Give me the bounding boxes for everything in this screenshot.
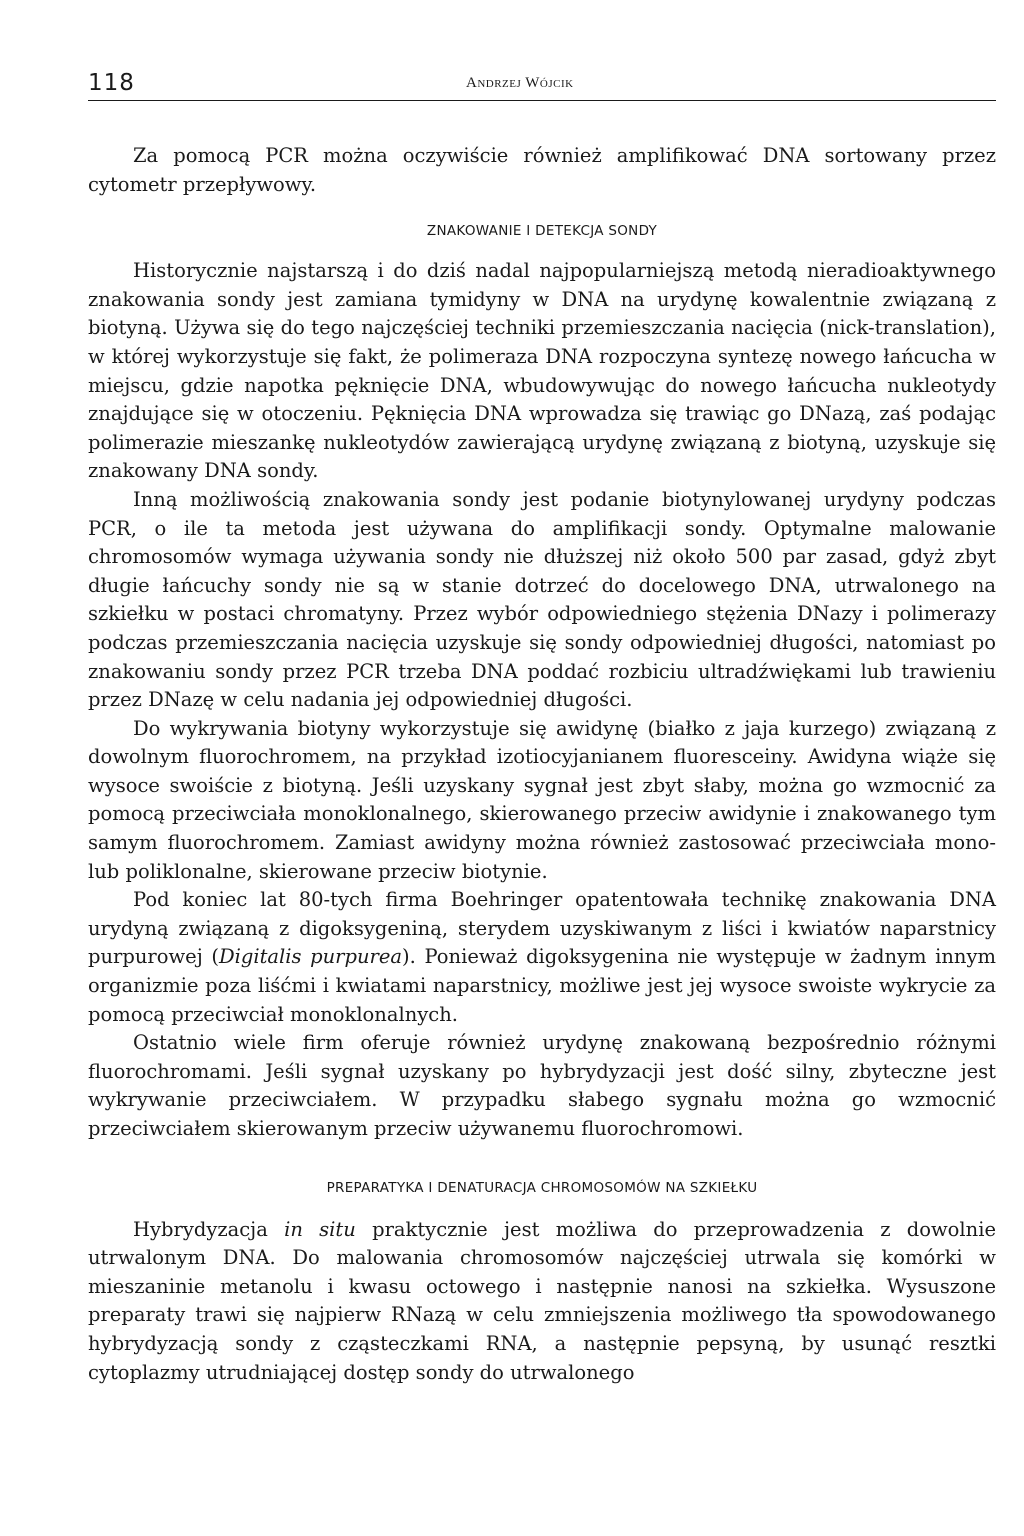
body-text [88, 142, 996, 1387]
book-page [88, 66, 997, 1384]
running-header-author: Andrzej Wójcik [466, 75, 574, 91]
latin-term-in-situ: in situ [284, 1217, 356, 1241]
section-heading-preparation: PREPARATYKA I DENATURACJA CHROMOSOMÓW NA SZKIEŁKU [326, 1179, 758, 1196]
paragraph-digoxygenin [88, 886, 996, 1029]
paragraph-in-situ-text-2: praktycznie jest możliwa do przeprowadzenia z dowolnie utrwalonym DNA. Do malowania chromosomów najczęściej utrwala się komórki w mieszaninie metanolu i kwasu octowego i następnie nanosi na szkiełka. Wysuszone preparaty trawi się najpierw RNazą w celu zmniejszenia możliwego tła spowodowanego hybrydyzacją sondy z cząsteczkami RNA, a następnie pepsyną, by usunąć resztki cytoplazmy utrudniającej dostęp sondy do utrwalonego [88, 1217, 996, 1384]
paragraph-digoxygenin-text-2: ). Ponieważ digoksygenina nie występuje w żadnym innym organizmie poza liśćmi i kwiatami naparstnicy, możliwe jest jej wysoce swoiste wykrycie za pomocą przeciwciał monoklonalnych. [88, 945, 997, 1026]
paragraph-pcr-labeling: Inną możliwością znakowania sondy jest podanie biotynylowanej urydyny podczas PCR, o ile ta metoda jest używana do amplifikacji sondy. Optymalne malowanie chromosomów wymaga używania sondy nie dłuższej niż około 500 par zasad, gdyż zbyt długie łańcuchy sondy nie są w stanie dotrzeć do docelowego DNA, utrwalonego na szkiełku w postaci chromatyny. Przez wybór odpowiedniego stężenia DNazy i polimerazy podczas przemieszczania nacięcia uzyskuje się sondy odpowiedniej długości, natomiast po znakowaniu sondy przez PCR trzeba DNA poddać rozbiciu ultradźwiękami lub trawieniu przez DNazę w celu nadania jej odpowiedniej długości. [88, 487, 996, 712]
paragraph-in-situ [88, 1216, 996, 1388]
paragraph-in-situ-text-1: Hybrydyzacja [133, 1217, 285, 1241]
paragraph-biotin-detection: Do wykrywania biotyny wykorzystuje się awidynę (białko z jaja kurzego) związaną z dowolnym fluorochromem, na przykład izotiocyjanianem fluoresceiny. Awidyna wiąże się wysoce swoiście z biotyną. Jeśli uzyskany sygnał jest zbyt słaby, można go wzmocnić za pomocą przeciwciała monoklonalnego, skierowanego przeciw awidynie i znakowanego tym samym fluorochromem. Zamiast awidyny można również zastosować przeciwciała mono- lub poliklonalne, skierowane przeciw biotynie. [88, 716, 996, 883]
paragraph-biotin-labeling: Historycznie najstarszą i do dziś nadal najpopularniejszą metodą nieradioaktywnego znakowania sondy jest zamiana tymidyny w DNA na urydynę kowalentnie związaną z biotyną. Używa się do tego najczęściej techniki przemieszczania nacięcia (nick-translation), w której wykorzystuje się fakt, że polimeraza DNA rozpoczyna syntezę nowego łańcucha w miejscu, gdzie napotka pęknięcie DNA, wbudowywując do nowego łańcucha nukleotydy znajdujące się w otoczeniu. Pęknięcia DNA wprowadza się trawiąc go DNazą, zaś podając polimerazie mieszankę nukleotydów zawierającą urydynę związaną z biotyną, uzyskuje się znakowany DNA sondy. [88, 259, 996, 483]
paragraph-direct-fluorochromes: Ostatnio wiele firm oferuje również urydynę znakowaną bezpośrednio różnymi fluorochromami. Jeśli sygnał uzyskany po hybrydyzacji jest dość silny, zbyteczne jest wykrywanie przeciwciałem. W przypadku słabego sygnału można go wzmocnić przeciwciałem skierowanym przeciw używanemu fluorochromowi. [88, 1031, 996, 1140]
latin-name-digitalis: Digitalis purpurea [218, 945, 403, 969]
running-header [88, 66, 996, 101]
section-heading-labeling: ZNAKOWANIE I DETEKCJA SONDY [426, 223, 658, 240]
page-number: 118 [88, 70, 135, 96]
paragraph-pcr-sorting: Za pomocą PCR można oczywiście również amplifikować DNA sortowany przez cytometr przepływowy. [88, 144, 996, 196]
paragraph-digoxygenin-text-1: Pod koniec lat 80-tych firma Boehringer opatentowała technikę znakowania DNA urydyną związaną z digoksygeniną, sterydem uzyskiwanym z liści i kwiatów naparstnicy purpurowej ( [88, 888, 996, 969]
